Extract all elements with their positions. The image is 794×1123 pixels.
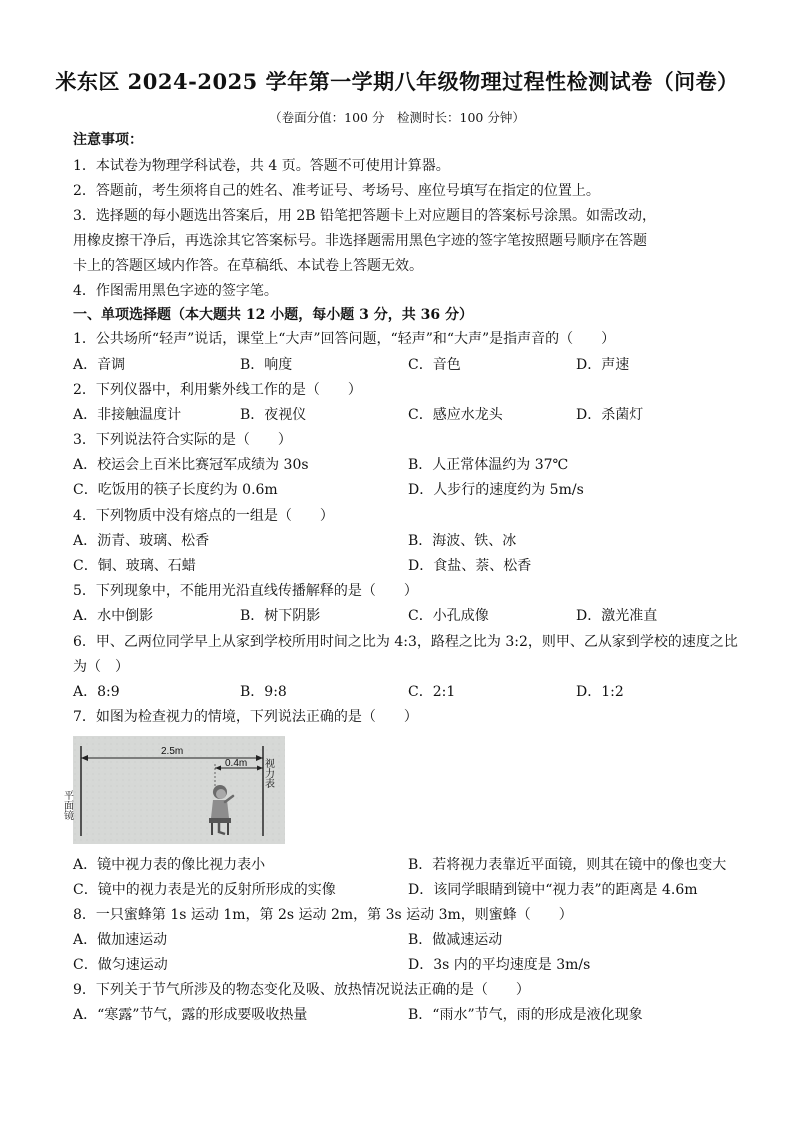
question-stem: 2．下列仪器中，利用紫外线工作的是（ ） [73, 382, 362, 398]
option-b: B．做减速运动 [408, 932, 503, 948]
option-b: B．若将视力表靠近平面镜，则其在镜中的像也变大 [408, 857, 727, 873]
option-b: B．人正常体温约为 37℃ [408, 457, 569, 473]
question-stem: 3．下列说法符合实际的是（ ） [73, 432, 292, 448]
question-stem: 6．甲、乙两位同学早上从家到学校所用时间之比为 4:3，路程之比为 3:2，则甲、乙从家到学校的速度之比 [73, 634, 738, 650]
option-d: D．该同学眼睛到镜中“视力表”的距离是 4.6m [408, 882, 698, 898]
vision-test-figure [61, 736, 285, 844]
option-d: D．1:2 [576, 684, 624, 700]
question-stem: 8．一只蜜蜂第 1s 运动 1m，第 2s 运动 2m，第 3s 运动 3m，则蜜蜂（ ） [73, 907, 573, 923]
option-b: B．9:8 [240, 684, 287, 700]
question-stem: 4．下列物质中没有熔点的一组是（ ） [73, 508, 334, 524]
exam-title: 米东区 2024-2025 学年第一学期八年级物理过程性检测试卷（问卷） [55, 69, 739, 94]
exam-subtitle: （卷面分值：100 分 检测时长：100 分钟） [269, 110, 525, 125]
option-c: C．感应水龙头 [408, 407, 503, 423]
option-a: A．“寒露”节气，露的形成要吸收热量 [73, 1007, 308, 1023]
option-b: B．“雨水”节气，雨的形成是液化现象 [408, 1007, 643, 1023]
option-a: A．校运会上百米比赛冠军成绩为 30s [73, 457, 309, 473]
note-item: 1．本试卷为物理学科试卷，共 4 页。答题不可使用计算器。 [73, 158, 450, 174]
section-heading: 一、单项选择题（本大题共 12 小题，每小题 3 分，共 36 分） [73, 307, 473, 323]
option-b: B．树下阴影 [240, 608, 321, 624]
distance-label-short: 0.4m [225, 758, 248, 769]
option-c: C．铜、玻璃、石蜡 [73, 558, 196, 574]
option-d: D．食盐、萘、松香 [408, 558, 532, 574]
question-stem: 9．下列关于节气所涉及的物态变化及吸、放热情况说法正确的是（ ） [73, 982, 530, 998]
option-d: D．人步行的速度约为 5m/s [408, 482, 584, 498]
option-b: B．海波、铁、冰 [408, 533, 517, 549]
option-c: C．吃饭用的筷子长度约为 0.6m [73, 482, 278, 498]
option-d: D．激光准直 [576, 608, 658, 624]
note-item: 4．作图需用黑色字迹的签字笔。 [73, 283, 278, 299]
eye-chart-label: 视力表 [262, 758, 274, 788]
option-a: A．非接触温度计 [73, 407, 182, 423]
option-a: A．水中倒影 [73, 608, 154, 624]
question-stem: 5．下列现象中，不能用光沿直线传播解释的是（ ） [73, 583, 418, 599]
option-d: D．3s 内的平均速度是 3m/s [408, 957, 591, 973]
note-item: 3．选择题的每小题选出答案后，用 2B 铅笔把答题卡上对应题目的答案标号涂黑。如需改动， [73, 208, 657, 224]
question-stem: 7．如图为检查视力的情境，下列说法正确的是（ ） [73, 709, 418, 725]
option-c: C．2:1 [408, 684, 456, 700]
option-a: A．8:9 [73, 684, 120, 700]
option-c: C．小孔成像 [408, 608, 489, 624]
question-stem-continued: 为（ ） [73, 659, 129, 675]
option-d: D．杀菌灯 [576, 407, 644, 423]
option-b: B．响度 [240, 357, 293, 373]
option-b: B．夜视仪 [240, 407, 307, 423]
option-d: D．声速 [576, 357, 630, 373]
notes-heading: 注意事项： [73, 132, 143, 148]
distance-label-total: 2.5m [161, 746, 184, 757]
note-item: 2．答题前，考生须将自己的姓名、准考证号、考场号、座位号填写在指定的位置上。 [73, 183, 600, 199]
option-c: C．做匀速运动 [73, 957, 168, 973]
note-item: 用橡皮擦干净后，再选涂其它答案标号。非选择题需用黑色字迹的签字笔按照题号顺序在答题 [73, 233, 647, 249]
option-a: A．音调 [73, 357, 126, 373]
option-a: A．做加速运动 [73, 932, 168, 948]
option-a: A．镜中视力表的像比视力表小 [73, 857, 266, 873]
option-c: C．音色 [408, 357, 461, 373]
question-stem: 1．公共场所“轻声”说话，课堂上“大声”回答问题，“轻声”和“大声”是指声音的（ ） [73, 331, 616, 347]
option-c: C．镜中的视力表是光的反射所形成的实像 [73, 882, 336, 898]
option-a: A．沥青、玻璃、松香 [73, 533, 210, 549]
note-item: 卡上的答题区域内作答。在草稿纸、本试卷上答题无效。 [73, 258, 423, 274]
mirror-label: 平面镜 [61, 790, 73, 820]
